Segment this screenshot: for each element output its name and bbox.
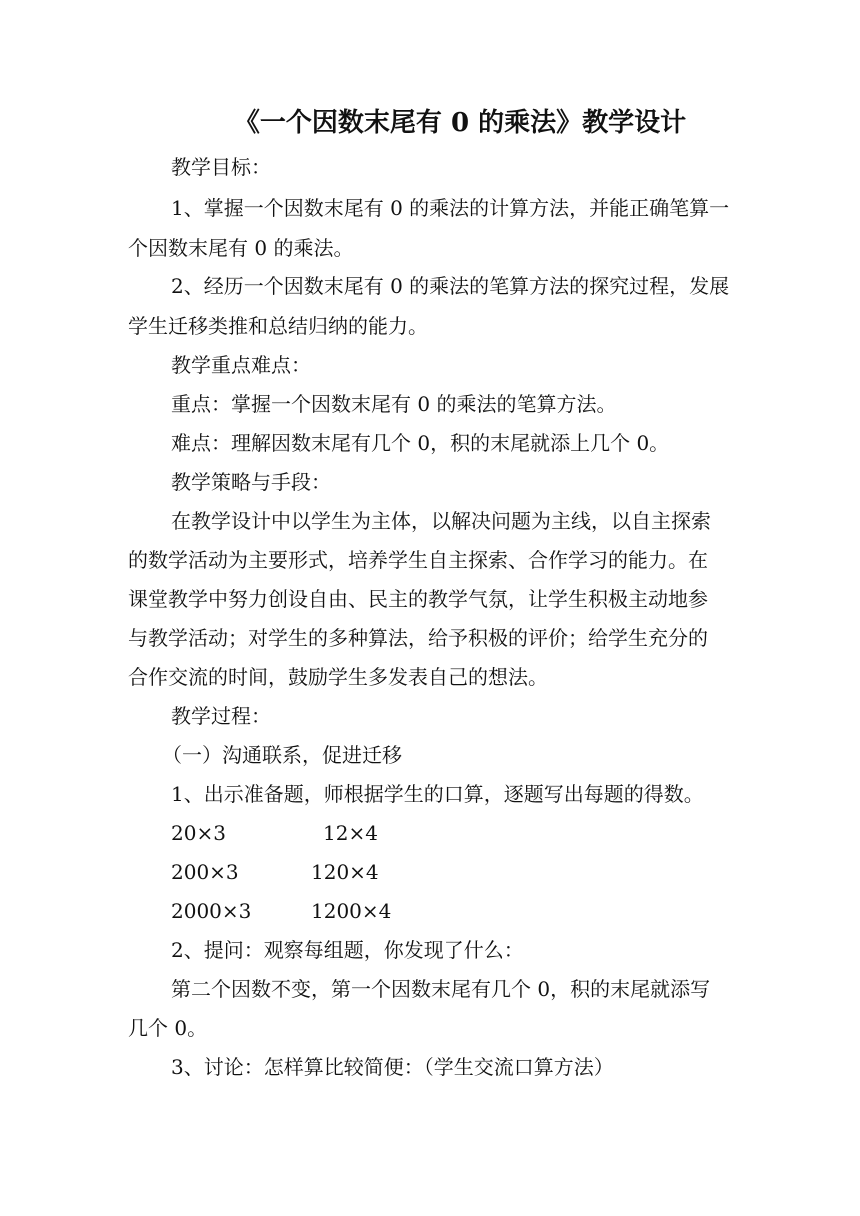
math-expression: 200×3 bbox=[171, 860, 239, 884]
step-3: 3、讨论：怎样算比较简便：（学生交流口算方法） bbox=[171, 1055, 614, 1079]
math-expression: 2000×3 bbox=[171, 899, 252, 923]
step-1: 1、出示准备题，师根据学生的口算，逐题写出每题的得数。 bbox=[171, 782, 704, 806]
goal-1-line-1: 1、掌握一个因数末尾有 0 的乘法的计算方法，并能正确笔算一 bbox=[171, 196, 730, 220]
math-expression: 12×4 bbox=[323, 821, 378, 845]
goal-2-line-1: 2、经历一个因数末尾有 0 的乘法的笔算方法的探究过程，发展 bbox=[171, 274, 730, 298]
section-1-heading: （一）沟通联系，促进迁移 bbox=[162, 743, 402, 767]
key-point: 重点：掌握一个因数末尾有 0 的乘法的笔算方法。 bbox=[171, 392, 617, 416]
strategy-heading: 教学策略与手段： bbox=[171, 470, 331, 494]
difficult-point: 难点：理解因数末尾有几个 0，积的末尾就添上几个 0。 bbox=[171, 431, 670, 455]
math-expression: 1200×4 bbox=[311, 899, 392, 923]
goals-heading: 教学目标： bbox=[171, 155, 271, 179]
goal-2-line-2: 学生迁移类推和总结归纳的能力。 bbox=[128, 314, 428, 338]
math-expression: 20×3 bbox=[171, 821, 226, 845]
strategy-line-3: 课堂教学中努力创设自由、民主的教学气氛，让学生积极主动地参 bbox=[128, 587, 708, 611]
strategy-line-1: 在教学设计中以学生为主体，以解决问题为主线，以自主探索 bbox=[171, 509, 711, 533]
process-heading: 教学过程： bbox=[171, 704, 271, 728]
math-expression: 120×4 bbox=[311, 860, 379, 884]
finding-line-1: 第二个因数不变，第一个因数末尾有几个 0，积的末尾就添写 bbox=[171, 977, 711, 1001]
goal-1-line-2: 个因数末尾有 0 的乘法。 bbox=[128, 236, 354, 260]
finding-line-2: 几个 0。 bbox=[128, 1016, 208, 1040]
step-2: 2、提问：观察每组题，你发现了什么： bbox=[171, 938, 524, 962]
strategy-line-5: 合作交流的时间，鼓励学生多发表自己的想法。 bbox=[128, 665, 548, 689]
strategy-line-4: 与教学活动；对学生的多种算法，给予积极的评价；给学生充分的 bbox=[128, 626, 708, 650]
document-title: 《一个因数末尾有 0 的乘法》教学设计 bbox=[233, 108, 687, 138]
strategy-line-2: 的数学活动为主要形式，培养学生自主探索、合作学习的能力。在 bbox=[128, 548, 708, 572]
key-difficult-heading: 教学重点难点： bbox=[171, 353, 311, 377]
